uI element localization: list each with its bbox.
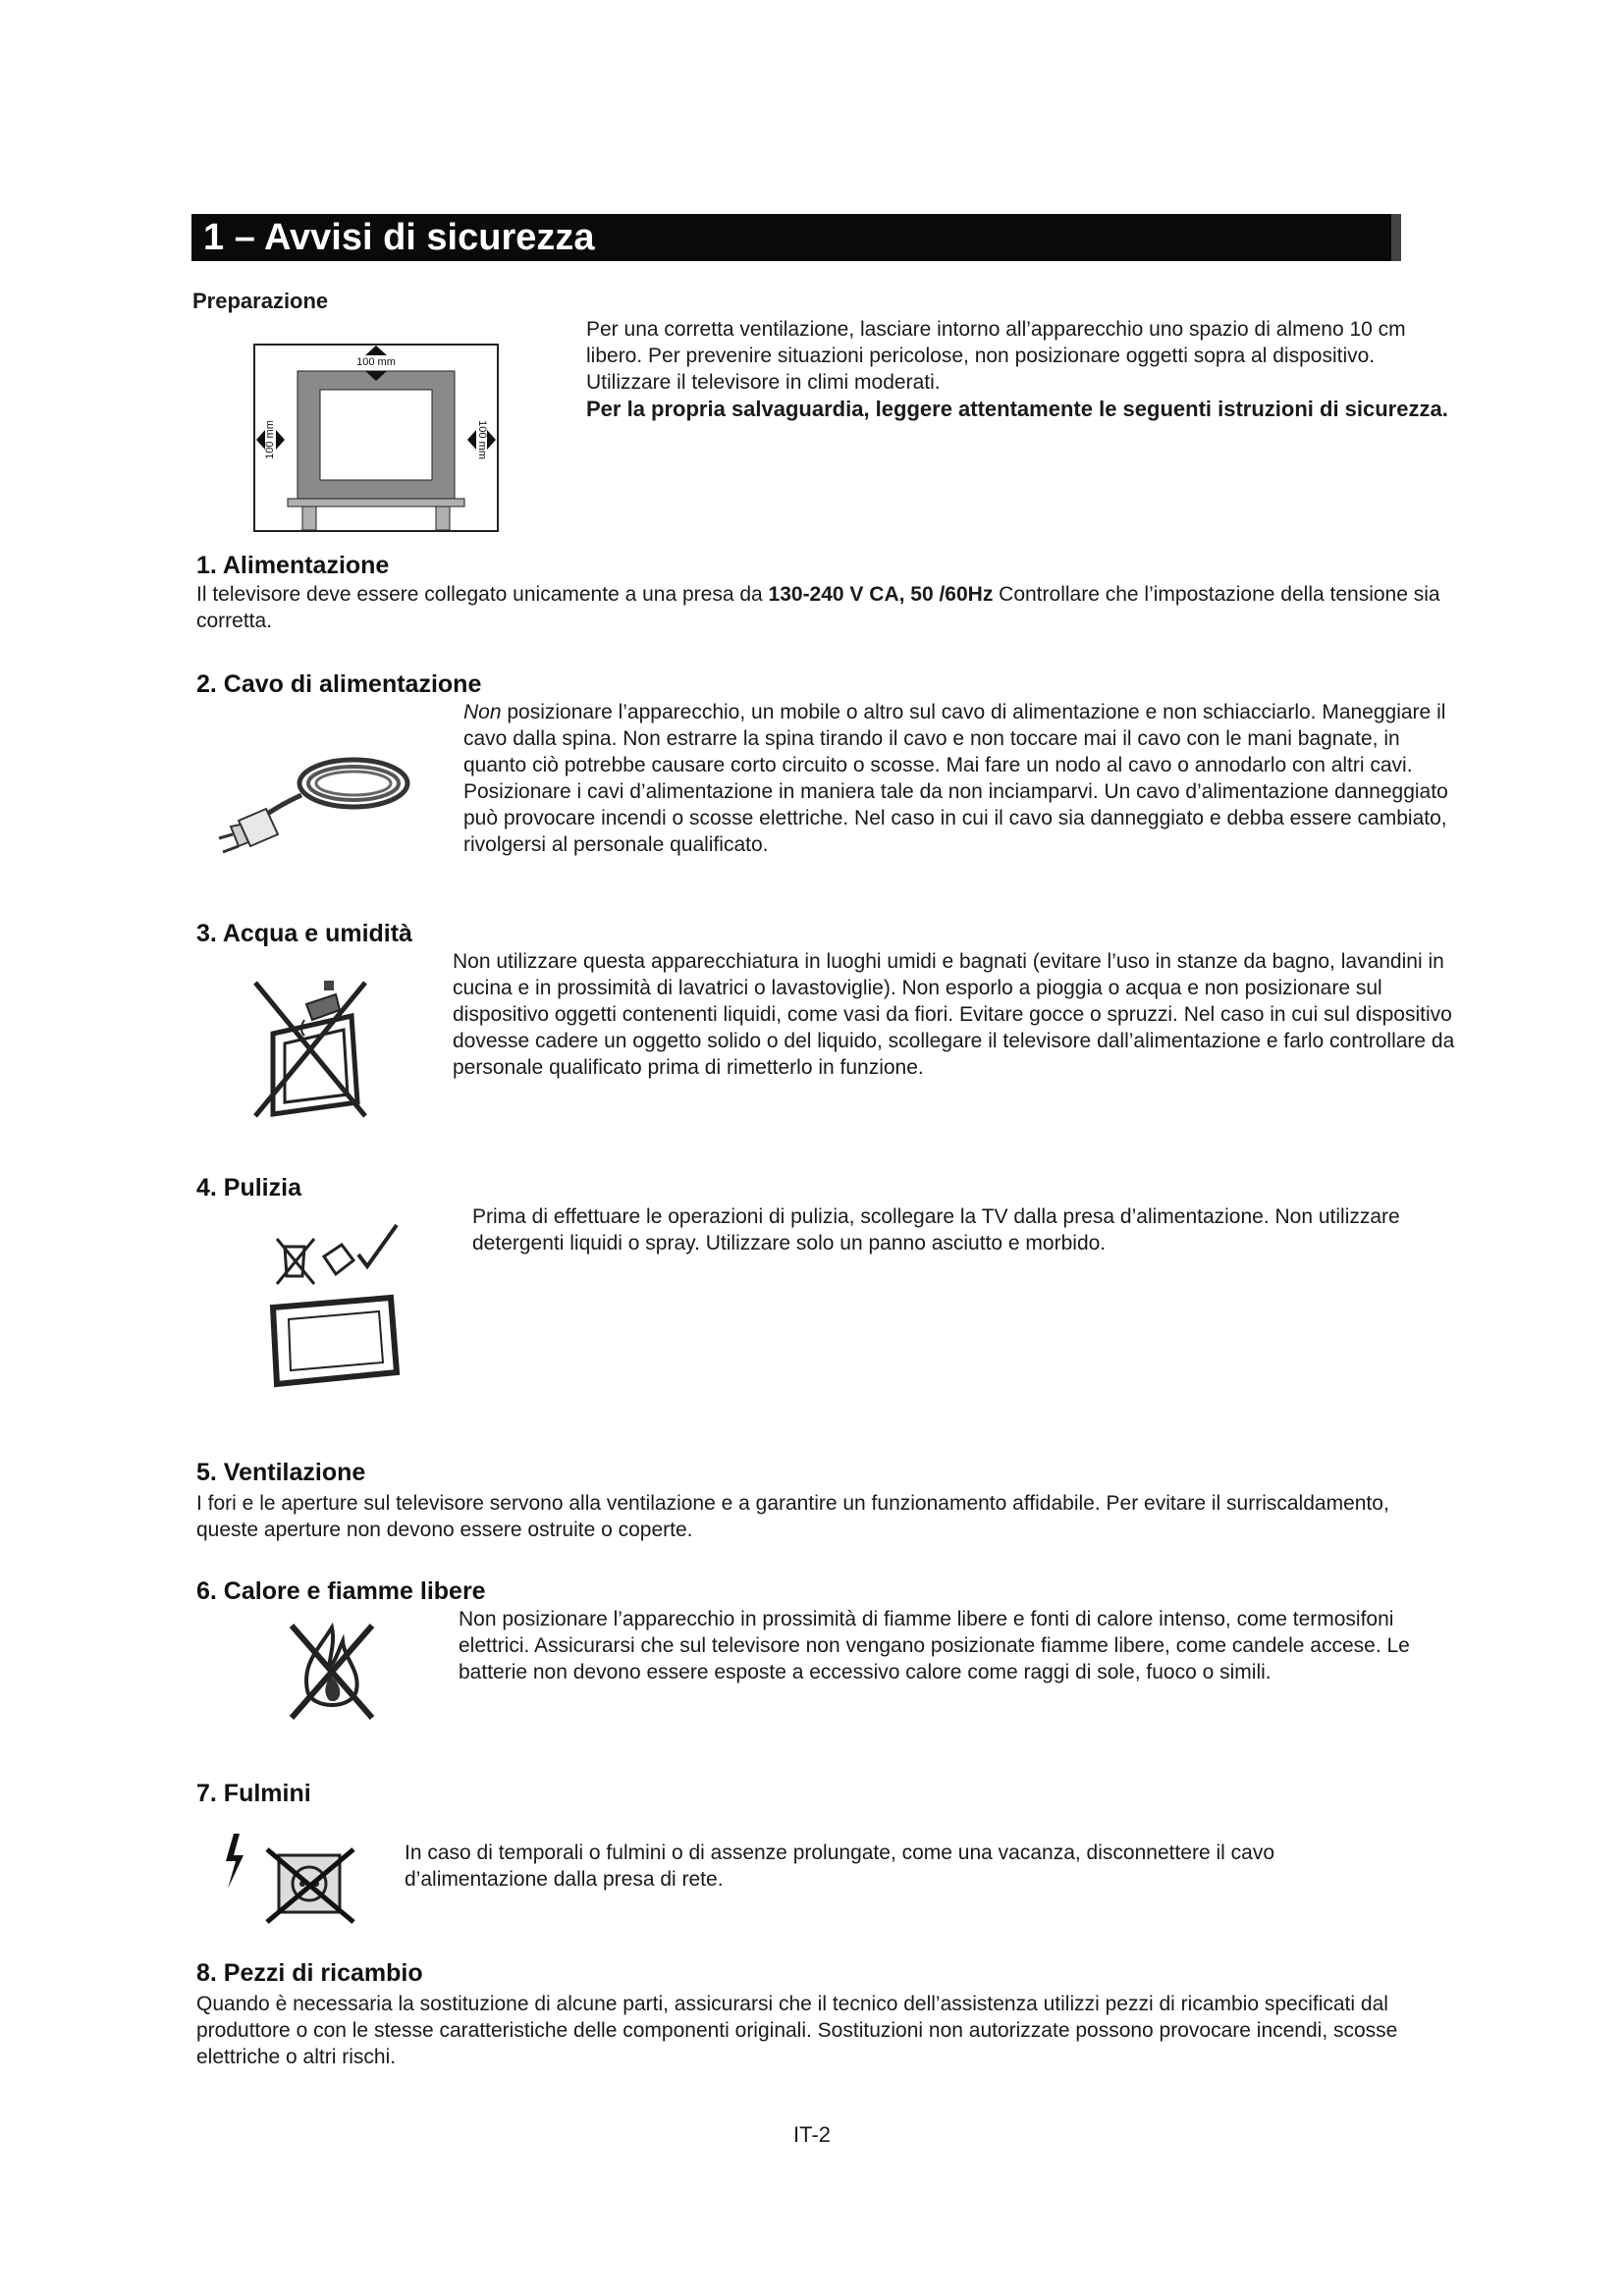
section-7-heading: 7. Fulmini bbox=[196, 1780, 311, 1807]
section-4-heading: 4. Pulizia bbox=[196, 1174, 301, 1201]
section-5-heading: 5. Ventilazione bbox=[196, 1459, 366, 1486]
section-1-heading: 1. Alimentazione bbox=[196, 552, 390, 579]
preparation-text-block bbox=[586, 316, 1450, 422]
no-water-icon bbox=[245, 977, 373, 1119]
ventilation-diagram-icon bbox=[253, 344, 499, 532]
section-1-text bbox=[196, 581, 1453, 634]
section-4-text: Prima di effettuare le operazioni di pulizia, scollegare la TV dalla presa d’alimentazione. Non utilizzare detergenti liquidi o spray. Utilizzare solo un panno asciutto e morbido. bbox=[472, 1205, 1400, 1255]
section-6-heading: 6. Calore e fiamme libere bbox=[196, 1577, 486, 1605]
section-3-heading: 3. Acqua e umidità bbox=[196, 920, 412, 947]
page-number: IT-2 bbox=[793, 2122, 831, 2147]
section-1-text-before: Il televisore deve essere collegato unicamente a una presa da bbox=[196, 583, 769, 606]
cleaning-icon bbox=[265, 1217, 407, 1389]
diagram-label-right: 100 mm bbox=[476, 420, 488, 459]
page-title: 1 – Avvisi di sicurezza bbox=[191, 214, 1401, 261]
diagram-label-top: 100 mm bbox=[356, 356, 396, 368]
section-2-text bbox=[463, 699, 1465, 858]
section-5-text: I fori e le aperture sul televisore servono alla ventilazione e a garantire un funzionamento affidabile. Per evitare il surriscaldamento, queste aperture non devono essere ostruite o coperte. bbox=[196, 1492, 1389, 1541]
power-cord-icon bbox=[211, 744, 417, 872]
preparation-bold-text: Per la propria salvaguardia, leggere attentamente le seguenti istruzioni di sicurezza. bbox=[586, 397, 1448, 421]
no-flame-icon bbox=[288, 1620, 376, 1723]
section-3-text: Non utilizzare questa apparecchiatura in luoghi umidi e bagnati (evitare l’uso in stanze da bagno, lavandini in cucina e in prossimità di lavatrici o lavastoviglie). Non esporlo a pioggia o acqua e non posizionare sul dispositivo oggetti contenenti liquidi, come vasi da fiori. Evitare gocce o spruzzi. Nel caso in cui sul dispositivo dovesse cadere un oggetto solido o del liquido, scollegare il televisore dall’alimentazione e farlo controllare da personale qualificato prima di rimetterlo in funzione. bbox=[453, 950, 1455, 1079]
section-8-text: Quando è necessaria la sostituzione di alcune parti, assicurarsi che il tecnico dell’assistenza utilizzi pezzi di ricambio specificati dal produttore o con le stesse caratteristiche delle componenti originali. Sostituzioni non autorizzate possono provocare incendi, scosse elettriche o altri rischi. bbox=[196, 1993, 1398, 2068]
preparation-heading: Preparazione bbox=[192, 289, 329, 313]
diagram-label-left: 100 mm bbox=[264, 420, 276, 459]
section-1-text-after: Controllare che l’impostazione della tensione sia corretta. bbox=[196, 583, 1440, 632]
section-2-italic: Non bbox=[463, 701, 502, 723]
section-7-text: In caso di temporali o fulmini o di assenze prolungate, come una vacanza, disconnettere il cavo d’alimentazione dalla presa di rete. bbox=[405, 1842, 1274, 1891]
lightning-unplug-icon bbox=[218, 1832, 360, 1925]
preparation-text: Per una corretta ventilazione, lasciare intorno all’apparecchio uno spazio di almeno 10 cm libero. Per prevenire situazioni pericolose, non posizionare oggetti sopra al dispositivo. Utilizzare il televisore in climi moderati. bbox=[586, 318, 1406, 394]
section-2-heading: 2. Cavo di alimentazione bbox=[196, 670, 482, 698]
section-6-text: Non posizionare l’apparecchio in prossimità di fiamme libere e fonti di calore intenso, come termosifoni elettrici. Assicurarsi che sul televisore non vengano posizionate fiamme libere, come candele accese. Le batterie non devono essere esposte a eccessivo calore come raggi di sole, fuoco o simili. bbox=[459, 1608, 1410, 1683]
section-8-heading: 8. Pezzi di ricambio bbox=[196, 1959, 423, 1987]
section-2-text-main: posizionare l’apparecchio, un mobile o altro sul cavo di alimentazione e non schiacciarlo. Maneggiare il cavo dalla spina. Non estrarre la spina tirando il cavo e non toccare mai il cavo con le mani bagnate, in quanto ciò potrebbe causare corto circuito o scosse. Mai fare un nodo al cavo o annodarlo con altri cavi. Posizionare i cavi d’alimentazione in maniera tale da non inciamparvi. Un cavo d’alimentazione danneggiato può provocare incendi o scosse elettriche. Nel caso in cui il cavo sia danneggiato e debba essere cambiato, rivolgersi al personale qualificato. bbox=[463, 701, 1448, 856]
section-1-voltage: 130-240 V CA, 50 /60Hz bbox=[768, 583, 994, 606]
